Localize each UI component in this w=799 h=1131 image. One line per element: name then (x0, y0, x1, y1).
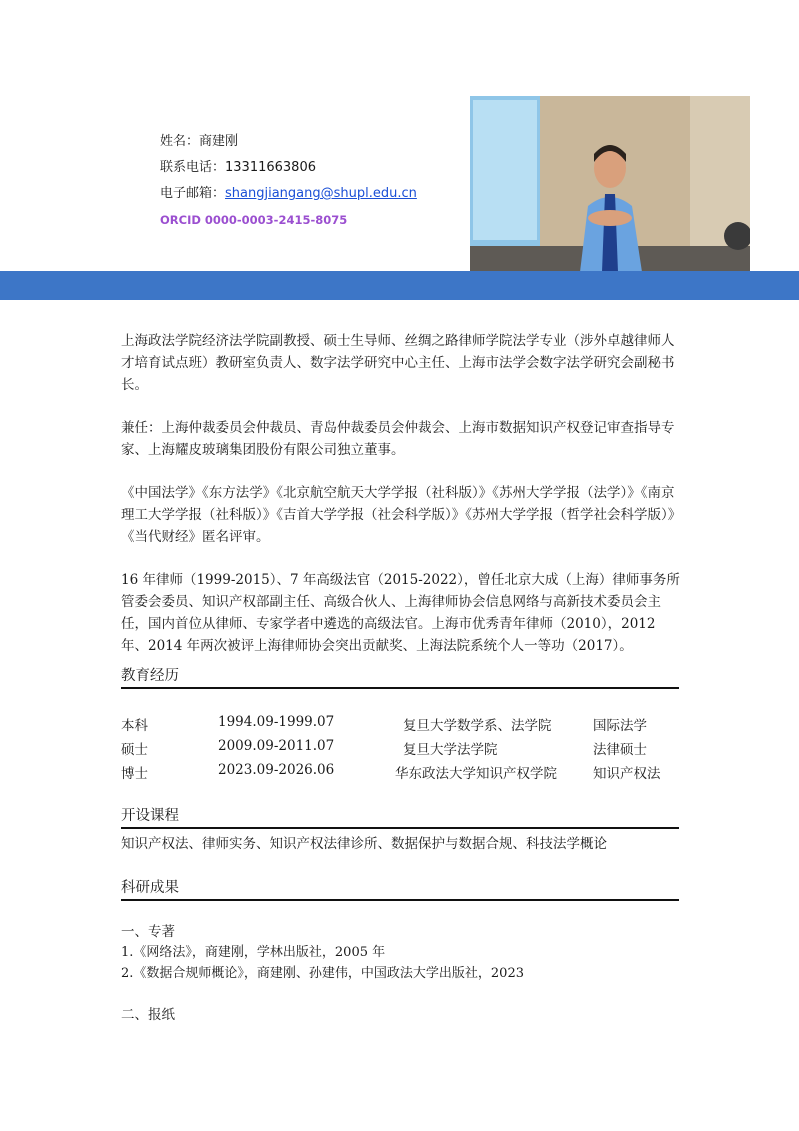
courses-text: 知识产权法、律师实务、知识产权法律诊所、数据保护与数据合规、科技法学概论 (121, 836, 607, 852)
email-label: 电子邮箱： (160, 186, 226, 201)
period: 2023.09-2026.06 (218, 762, 335, 778)
intro-paragraph: 《中国法学》《东方法学》《北京航空航天大学学报（社科版）》《苏州大学学报（法学）》《南京理工大学学报（社科版）》《吉首大学学报（社会科学版）》《苏州大学学报（哲学社会科学版）》《当代财经》匿名评审。 (121, 485, 675, 545)
portrait-illustration (470, 96, 750, 272)
major: 知识产权法 (593, 766, 661, 782)
research-item: 1.《网络法》，商建刚，学林出版社，2005 年 (121, 945, 386, 960)
email-line (160, 184, 417, 210)
degree: 本科 (121, 718, 148, 734)
period: 1994.09-1999.07 (218, 714, 335, 730)
degree: 博士 (121, 766, 148, 782)
education-row (121, 714, 681, 738)
research-subheading: 二、报纸 (121, 1007, 175, 1023)
research-item: 2.《数据合规师概论》，商建刚、孙建伟，中国政法大学出版社，2023 (121, 966, 524, 981)
profile-photo (470, 96, 750, 272)
education-row (121, 762, 681, 786)
orcid-line: ORCID 0000-0003-2415-8075 (160, 213, 348, 227)
intro-section (121, 330, 681, 678)
education-heading: 教育经历 (121, 664, 679, 689)
school: 复旦大学数学系、法学院 (403, 718, 552, 734)
intro-paragraph: 上海政法学院经济法学院副教授、硕士生导师、丝绸之路律师学院法学专业（涉外卓越律师人才培育试点班）教研室负责人、数字法学研究中心主任、上海市法学会数字法学研究会副秘书长。 (121, 333, 675, 393)
research-subheading: 一、专著 (121, 924, 175, 940)
major: 法律硕士 (593, 742, 647, 758)
name-line: 姓名：商建刚 (160, 134, 239, 149)
school: 复旦大学法学院 (403, 742, 498, 758)
phone-line: 联系电话：13311663806 (160, 160, 316, 175)
contact-info (160, 132, 417, 236)
header-band (0, 271, 799, 300)
research-heading: 科研成果 (121, 876, 679, 901)
intro-paragraph: 16 年律师（1999-2015）、7 年高级法官（2015-2022），曾任北京大成（上海）律师事务所管委会委员、知识产权部副主任、高级合伙人、上海律师协会信息网络与高新技术委员会主任，国内首位从律师、专家学者中遴选的高级法官。上海市优秀青年律师（2010），2012 年、2014 年两次被评上海律师协会突出贡献奖、上海法院系统个人一等功（2017）。 (121, 572, 680, 654)
email-link[interactable]: shangjiangang@shupl.edu.cn (225, 186, 417, 201)
school: 华东政法大学知识产权学院 (395, 766, 557, 782)
education-row (121, 738, 681, 762)
major: 国际法学 (593, 718, 647, 734)
degree: 硕士 (121, 742, 148, 758)
period: 2009.09-2011.07 (218, 738, 335, 754)
courses-heading: 开设课程 (121, 804, 679, 829)
intro-paragraph: 兼任：上海仲裁委员会仲裁员、青岛仲裁委员会仲裁会、上海市数据知识产权登记审查指导专家、上海耀皮玻璃集团股份有限公司独立董事。 (121, 420, 675, 458)
